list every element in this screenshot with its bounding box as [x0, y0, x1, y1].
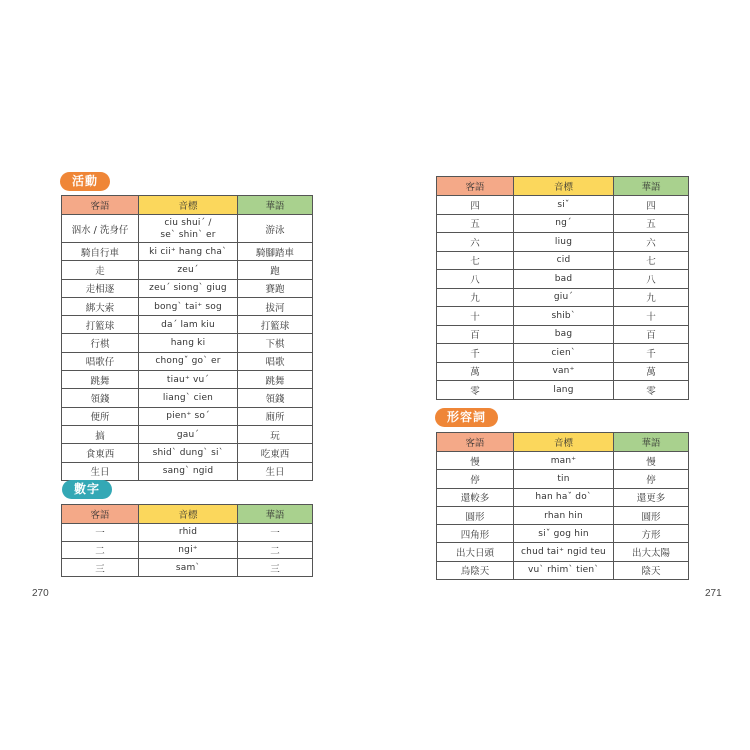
pinyin-cell: [139, 215, 238, 243]
pinyin-cell: chongˇ goˋ er: [139, 352, 238, 370]
activities-table: [61, 195, 313, 481]
pinyin-line: ciu shuiˊ /: [164, 217, 212, 228]
mandarin-cell: 領錢: [238, 389, 313, 407]
mandarin-cell: 出大太陽: [614, 543, 689, 561]
hakka-cell: 八: [437, 270, 514, 289]
pinyin-line: seˋ shinˋ er: [160, 229, 216, 240]
table-row: [437, 543, 689, 561]
table-row: [62, 407, 313, 425]
mandarin-cell: 百: [614, 325, 689, 344]
pinyin-cell: rhid: [139, 524, 238, 542]
table-row: [62, 279, 313, 297]
mandarin-cell: 千: [614, 344, 689, 363]
table-row: [62, 261, 313, 279]
pinyin-cell: cid: [514, 251, 614, 270]
pinyin-cell: gauˊ: [139, 425, 238, 443]
mandarin-cell: 廁所: [238, 407, 313, 425]
header-mandarin: 華語: [238, 196, 313, 215]
header-hakka: 客語: [62, 196, 139, 215]
hakka-cell: 五: [437, 214, 514, 233]
header-hakka: 客語: [62, 505, 139, 524]
table-row: [62, 524, 313, 542]
table-row: [437, 251, 689, 270]
page-number-right: 271: [705, 588, 722, 599]
pinyin-cell: ki cii⁺ hang chaˋ: [139, 243, 238, 261]
adjectives-table: [436, 432, 689, 580]
hakka-cell: 便所: [62, 407, 139, 425]
table-row: [437, 488, 689, 506]
hakka-cell: 泅水 / 洗身仔: [62, 215, 139, 243]
mandarin-cell: 一: [238, 524, 313, 542]
pinyin-cell: shibˋ: [514, 307, 614, 326]
pinyin-cell: bad: [514, 270, 614, 289]
pinyin-cell: daˊ lam kiu: [139, 316, 238, 334]
mandarin-cell: 七: [614, 251, 689, 270]
hakka-cell: 二: [62, 541, 139, 559]
mandarin-cell: 打籃球: [238, 316, 313, 334]
hakka-cell: 四: [437, 196, 514, 215]
table-row: [62, 352, 313, 370]
hakka-cell: 食東西: [62, 444, 139, 462]
mandarin-cell: 生日: [238, 462, 313, 480]
pinyin-cell: hang ki: [139, 334, 238, 352]
pinyin-cell: siˇ gog hin: [514, 525, 614, 543]
header-mandarin: 華語: [614, 433, 689, 452]
mandarin-cell: 十: [614, 307, 689, 326]
hakka-cell: 零: [437, 381, 514, 400]
hakka-cell: 停: [437, 470, 514, 488]
pinyin-cell: giuˊ: [514, 288, 614, 307]
pinyin-cell: man⁺: [514, 452, 614, 470]
table-row: [437, 506, 689, 524]
mandarin-cell: 下棋: [238, 334, 313, 352]
hakka-cell: 出大日頭: [437, 543, 514, 561]
mandarin-cell: 還更多: [614, 488, 689, 506]
hakka-cell: 領錢: [62, 389, 139, 407]
numbers-continued-table: [436, 176, 689, 400]
pinyin-cell: ngˊ: [514, 214, 614, 233]
pinyin-cell: sangˋ ngid: [139, 462, 238, 480]
mandarin-cell: 零: [614, 381, 689, 400]
table-row: [62, 243, 313, 261]
mandarin-cell: 拔河: [238, 297, 313, 315]
hakka-cell: 跳舞: [62, 371, 139, 389]
mandarin-cell: 停: [614, 470, 689, 488]
table-header-row: [62, 505, 313, 524]
table-row: [62, 541, 313, 559]
table-row: [62, 559, 313, 577]
table-row: [437, 452, 689, 470]
section-tag-numbers: 數字: [62, 480, 112, 499]
table-row: [62, 389, 313, 407]
table-row: [437, 381, 689, 400]
mandarin-cell: 唱歌: [238, 352, 313, 370]
table-header-row: [437, 433, 689, 452]
mandarin-cell: 二: [238, 541, 313, 559]
table-row: [437, 214, 689, 233]
header-pinyin: 音標: [514, 177, 614, 196]
mandarin-cell: 騎腳踏車: [238, 243, 313, 261]
hakka-cell: 烏陰天: [437, 561, 514, 579]
table-row: [62, 444, 313, 462]
hakka-cell: 圓形: [437, 506, 514, 524]
section-tag-adjectives: 形容詞: [435, 408, 498, 427]
mandarin-cell: 四: [614, 196, 689, 215]
mandarin-cell: 五: [614, 214, 689, 233]
hakka-cell: 六: [437, 233, 514, 252]
table-header-row: [62, 196, 313, 215]
hakka-cell: 騎自行車: [62, 243, 139, 261]
pinyin-cell: bag: [514, 325, 614, 344]
pinyin-cell: samˋ: [139, 559, 238, 577]
pinyin-cell: bongˋ tai⁺ sog: [139, 297, 238, 315]
pinyin-cell: zeuˊ: [139, 261, 238, 279]
mandarin-cell: 圓形: [614, 506, 689, 524]
section-tag-activities: 活動: [60, 172, 110, 191]
pinyin-cell: han haˇ doˋ: [514, 488, 614, 506]
mandarin-cell: 玩: [238, 425, 313, 443]
header-mandarin: 華語: [614, 177, 689, 196]
table-row: [62, 316, 313, 334]
pinyin-cell: cienˋ: [514, 344, 614, 363]
mandarin-cell: 萬: [614, 362, 689, 381]
table-row: [437, 288, 689, 307]
mandarin-cell: 賽跑: [238, 279, 313, 297]
hakka-cell: 一: [62, 524, 139, 542]
table-row: [437, 525, 689, 543]
hakka-cell: 萬: [437, 362, 514, 381]
pinyin-cell: vuˋ rhimˋ tienˋ: [514, 561, 614, 579]
table-row: [437, 470, 689, 488]
pinyin-cell: chud tai⁺ ngid teu: [514, 543, 614, 561]
header-hakka: 客語: [437, 433, 514, 452]
pinyin-cell: lang: [514, 381, 614, 400]
mandarin-cell: 六: [614, 233, 689, 252]
hakka-cell: 走相逐: [62, 279, 139, 297]
table-row: [437, 561, 689, 579]
table-row: [437, 325, 689, 344]
table-row: [62, 462, 313, 480]
pinyin-cell: siˇ: [514, 196, 614, 215]
pinyin-cell: ngi⁺: [139, 541, 238, 559]
page-number-left: 270: [32, 588, 49, 599]
numbers-table: [61, 504, 313, 577]
header-pinyin: 音標: [139, 196, 238, 215]
pinyin-cell: van⁺: [514, 362, 614, 381]
table-row: [62, 425, 313, 443]
table-row: [437, 307, 689, 326]
hakka-cell: 唱歌仔: [62, 352, 139, 370]
table-row: [62, 334, 313, 352]
hakka-cell: 百: [437, 325, 514, 344]
table-row: [62, 297, 313, 315]
mandarin-cell: 跳舞: [238, 371, 313, 389]
hakka-cell: 生日: [62, 462, 139, 480]
hakka-cell: 九: [437, 288, 514, 307]
hakka-cell: 三: [62, 559, 139, 577]
hakka-cell: 搞: [62, 425, 139, 443]
hakka-cell: 七: [437, 251, 514, 270]
mandarin-cell: 慢: [614, 452, 689, 470]
hakka-cell: 十: [437, 307, 514, 326]
pinyin-cell: tin: [514, 470, 614, 488]
hakka-cell: 四角形: [437, 525, 514, 543]
hakka-cell: 還較多: [437, 488, 514, 506]
hakka-cell: 慢: [437, 452, 514, 470]
header-pinyin: 音標: [514, 433, 614, 452]
mandarin-cell: 游泳: [238, 215, 313, 243]
pinyin-cell: pien⁺ soˊ: [139, 407, 238, 425]
pinyin-cell: tiau⁺ vuˊ: [139, 371, 238, 389]
table-row: [437, 196, 689, 215]
header-mandarin: 華語: [238, 505, 313, 524]
header-hakka: 客語: [437, 177, 514, 196]
table-header-row: [437, 177, 689, 196]
table-row: [437, 233, 689, 252]
pinyin-cell: liangˋ cien: [139, 389, 238, 407]
mandarin-cell: 方形: [614, 525, 689, 543]
hakka-cell: 千: [437, 344, 514, 363]
mandarin-cell: 三: [238, 559, 313, 577]
hakka-cell: 行棋: [62, 334, 139, 352]
mandarin-cell: 八: [614, 270, 689, 289]
table-row: [62, 215, 313, 243]
mandarin-cell: 吃東西: [238, 444, 313, 462]
pinyin-cell: shidˋ dungˋ siˋ: [139, 444, 238, 462]
hakka-cell: 走: [62, 261, 139, 279]
header-pinyin: 音標: [139, 505, 238, 524]
pinyin-cell: rhan hin: [514, 506, 614, 524]
table-row: [437, 344, 689, 363]
hakka-cell: 綁大索: [62, 297, 139, 315]
pinyin-cell: zeuˊ siongˋ giug: [139, 279, 238, 297]
table-row: [437, 362, 689, 381]
mandarin-cell: 九: [614, 288, 689, 307]
table-row: [437, 270, 689, 289]
mandarin-cell: 跑: [238, 261, 313, 279]
table-row: [62, 371, 313, 389]
hakka-cell: 打籃球: [62, 316, 139, 334]
pinyin-cell: liug: [514, 233, 614, 252]
mandarin-cell: 陰天: [614, 561, 689, 579]
